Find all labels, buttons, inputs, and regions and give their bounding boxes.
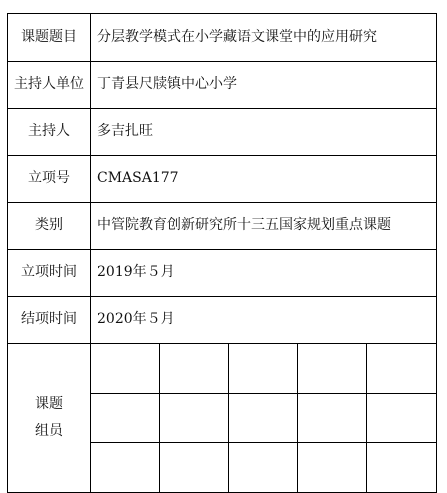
member-cell[interactable] <box>160 443 229 493</box>
label-end-date: 结项时间 <box>8 297 91 344</box>
label-host-unit: 主持人单位 <box>8 62 91 109</box>
value-project-number: CMASA177 <box>91 156 437 203</box>
label-title: 课题题目 <box>8 14 91 62</box>
member-cell[interactable] <box>229 394 298 443</box>
project-info-table <box>7 13 437 493</box>
value-category: 中管院教育创新研究所十三五国家规划重点课题 <box>91 203 437 250</box>
label-project-number: 立项号 <box>8 156 91 203</box>
row-host-unit <box>8 62 437 109</box>
member-cell[interactable] <box>229 443 298 493</box>
label-host: 主持人 <box>8 109 91 156</box>
member-cell[interactable] <box>298 394 367 443</box>
row-end-date <box>8 297 437 344</box>
value-host-unit: 丁青县尺牍镇中心小学 <box>91 62 437 109</box>
label-category: 类别 <box>8 203 91 250</box>
member-cell[interactable] <box>298 443 367 493</box>
row-category <box>8 203 437 250</box>
row-host <box>8 109 437 156</box>
value-end-date: 2020年５月 <box>91 297 437 344</box>
row-project-number <box>8 156 437 203</box>
members-label-line1: 课题 <box>35 396 63 413</box>
value-host: 多吉扎旺 <box>91 109 437 156</box>
row-title <box>8 14 437 62</box>
member-cell[interactable] <box>160 344 229 394</box>
members-row-1 <box>8 344 437 394</box>
member-cell[interactable] <box>367 394 437 443</box>
label-members <box>8 344 91 493</box>
value-title: 分层教学模式在小学藏语文课堂中的应用研究 <box>91 14 437 62</box>
member-cell[interactable] <box>367 344 437 394</box>
member-cell[interactable] <box>160 394 229 443</box>
member-cell[interactable] <box>367 443 437 493</box>
members-label-line2: 组员 <box>35 423 63 439</box>
row-start-date <box>8 250 437 297</box>
value-start-date: 2019年５月 <box>91 250 437 297</box>
member-cell[interactable] <box>298 344 367 394</box>
member-cell[interactable] <box>91 443 160 493</box>
member-cell[interactable] <box>91 394 160 443</box>
member-cell[interactable] <box>91 344 160 394</box>
member-cell[interactable] <box>229 344 298 394</box>
label-start-date: 立项时间 <box>8 250 91 297</box>
